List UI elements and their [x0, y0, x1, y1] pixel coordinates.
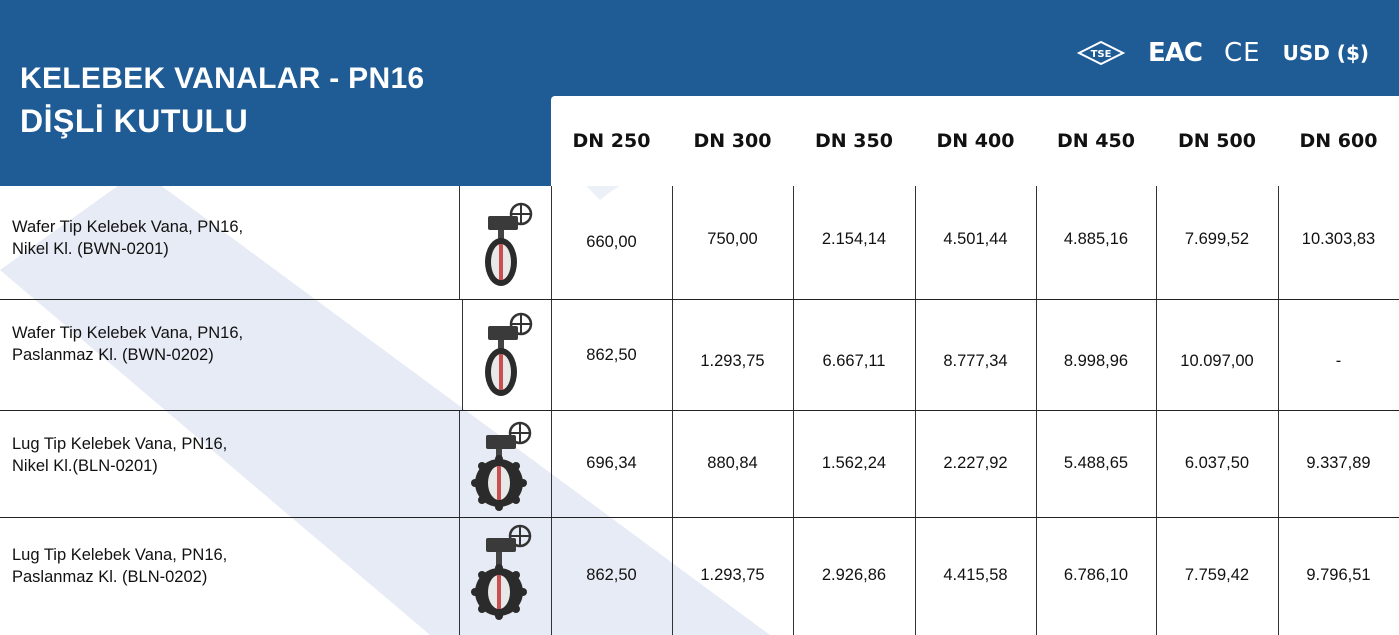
- title-line-2: DİŞLİ KUTULU: [20, 103, 249, 139]
- price-cell: 6.667,11: [822, 352, 886, 370]
- table-row: [0, 411, 1399, 518]
- price-cell: 10.097,00: [1180, 352, 1254, 370]
- wafer-butterfly-valve-icon: [474, 200, 534, 295]
- column-divider: [459, 518, 460, 635]
- column-divider: [462, 300, 463, 410]
- table-row: [0, 186, 1399, 300]
- column-divider: [459, 186, 460, 299]
- price-cell: 750,00: [707, 230, 758, 248]
- product-name-line1: Wafer Tip Kelebek Vana, PN16,: [12, 218, 244, 236]
- currency-label: USD ($): [1282, 41, 1369, 65]
- price-cell: 9.796,51: [1306, 566, 1371, 584]
- price-cell: 10.303,83: [1301, 230, 1376, 248]
- price-cell: 8.777,34: [943, 352, 1008, 370]
- price-cell: 7.759,42: [1184, 566, 1250, 584]
- product-name-line2: Nikel Kl. (BWN-0201): [12, 240, 169, 258]
- product-name-line2: Nikel Kl.(BLN-0201): [12, 457, 158, 475]
- title-line-1: KELEBEK VANALAR - PN16: [20, 62, 425, 95]
- price-cell: 660,00: [586, 233, 637, 251]
- product-name-line2: Paslanmaz Kl. (BLN-0202): [12, 568, 208, 586]
- table-row: [0, 300, 1399, 411]
- certifications: [1076, 38, 1369, 68]
- column-header-dn350: DN 350: [815, 130, 893, 152]
- column-header-dn400: DN 400: [936, 130, 1015, 152]
- column-header-dn300: DN 300: [693, 130, 772, 152]
- header-band: [0, 0, 1399, 186]
- price-cell: 5.488,65: [1063, 454, 1129, 472]
- page-title: [20, 60, 424, 140]
- column-header-dn250: DN 250: [572, 130, 651, 152]
- product-name: [12, 433, 227, 477]
- price-cell: 2.227,92: [943, 454, 1008, 472]
- eac-mark-icon: EAC: [1148, 38, 1202, 68]
- product-name: [12, 322, 243, 366]
- lug-butterfly-valve-icon: [470, 524, 534, 629]
- column-header-dn450: DN 450: [1057, 130, 1135, 152]
- wafer-butterfly-valve-icon: [474, 310, 534, 405]
- ce-mark-icon: CE: [1224, 38, 1261, 68]
- product-name: [12, 216, 243, 260]
- price-cell: 7.699,52: [1184, 230, 1250, 248]
- price-cell: 862,50: [586, 346, 637, 364]
- column-divider: [459, 411, 460, 517]
- price-cell: 6.786,10: [1063, 566, 1129, 584]
- product-name-line2: Paslanmaz Kl. (BWN-0202): [12, 346, 214, 364]
- price-cell: 4.415,58: [943, 566, 1008, 584]
- product-name-line1: Wafer Tip Kelebek Vana, PN16,: [12, 324, 244, 342]
- price-cell: 696,34: [586, 454, 637, 472]
- price-cell: 4.501,44: [943, 230, 1008, 248]
- price-cell: 862,50: [586, 566, 637, 584]
- price-cell: 4.885,16: [1063, 230, 1129, 248]
- price-cell: 2.926,86: [821, 566, 887, 584]
- column-header-dn600: DN 600: [1299, 130, 1378, 152]
- price-cell: -: [1335, 352, 1342, 370]
- price-cell: 1.293,75: [700, 352, 765, 370]
- column-header-dn500: DN 500: [1178, 130, 1256, 152]
- size-header-row: [551, 96, 1399, 186]
- product-name-line1: Lug Tip Kelebek Vana, PN16,: [12, 435, 228, 453]
- price-cell: 6.037,50: [1184, 454, 1250, 472]
- tse-label: TSE: [1090, 49, 1112, 60]
- product-name: [12, 544, 227, 588]
- product-name-line1: Lug Tip Kelebek Vana, PN16,: [12, 546, 228, 564]
- lug-butterfly-valve-icon: [470, 421, 534, 516]
- price-cell: 1.562,24: [821, 454, 887, 472]
- price-cell: 1.293,75: [700, 566, 765, 584]
- price-cell: 880,84: [707, 454, 758, 472]
- tse-mark-icon: [1076, 40, 1126, 66]
- price-cell: 9.337,89: [1306, 454, 1371, 472]
- price-cell: 8.998,96: [1063, 352, 1129, 370]
- table-row: [0, 518, 1399, 635]
- price-cell: 2.154,14: [821, 230, 887, 248]
